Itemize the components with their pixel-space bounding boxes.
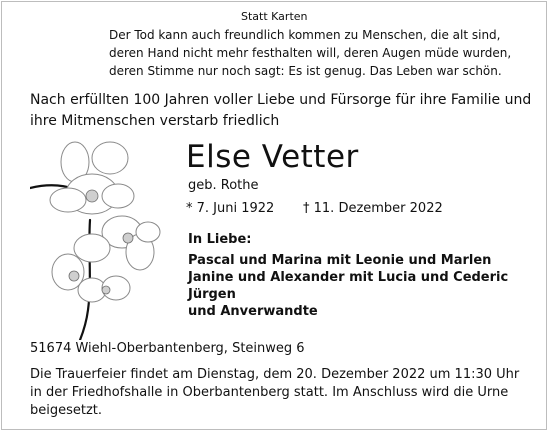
intro-text xyxy=(30,90,531,132)
notice-header: Statt Karten xyxy=(241,10,308,23)
maiden-name: geb. Rothe xyxy=(188,178,259,193)
mourner-line: Pascal und Marina mit Leonie und Marlen xyxy=(188,253,492,268)
funeral-line: beigesetzt. xyxy=(30,403,103,418)
address: 51674 Wiehl-Oberbantenberg, Steinweg 6 xyxy=(30,341,305,356)
funeral-info xyxy=(30,366,519,420)
in-love-label: In Liebe: xyxy=(188,232,252,247)
intro-line: Nach erfüllten 100 Jahren voller Liebe und Fürsorge für ihre Familie und xyxy=(30,92,532,108)
poem xyxy=(109,26,511,80)
funeral-line: in der Friedhofshalle in Oberbantenberg statt. Im Anschluss wird die Urne xyxy=(30,385,509,400)
deceased-name: Else Vetter xyxy=(186,139,359,175)
mourner-line: und Anverwandte xyxy=(188,304,318,319)
death-date: † 11. Dezember 2022 xyxy=(303,201,443,216)
mourner-line: Janine und Alexander mit Lucia und Cederic xyxy=(188,270,509,285)
funeral-line: Die Trauerfeier findet am Dienstag, dem 20. Dezember 2022 um 11:30 Uhr xyxy=(30,367,520,382)
intro-line: ihre Mitmenschen verstarb friedlich xyxy=(30,113,280,129)
poem-line: deren Hand nicht mehr festhalten will, deren Augen müde wurden, xyxy=(109,46,512,60)
orchid-flower-icon xyxy=(30,140,180,340)
birth-date: * 7. Juni 1922 xyxy=(186,201,275,216)
mourner-line: Jürgen xyxy=(188,287,236,302)
mourners-list xyxy=(188,252,508,320)
poem-line: Der Tod kann auch freundlich kommen zu Menschen, die alt sind, xyxy=(109,28,501,42)
poem-line: deren Stimme nur noch sagt: Es ist genug. Das Leben war schön. xyxy=(109,64,502,78)
